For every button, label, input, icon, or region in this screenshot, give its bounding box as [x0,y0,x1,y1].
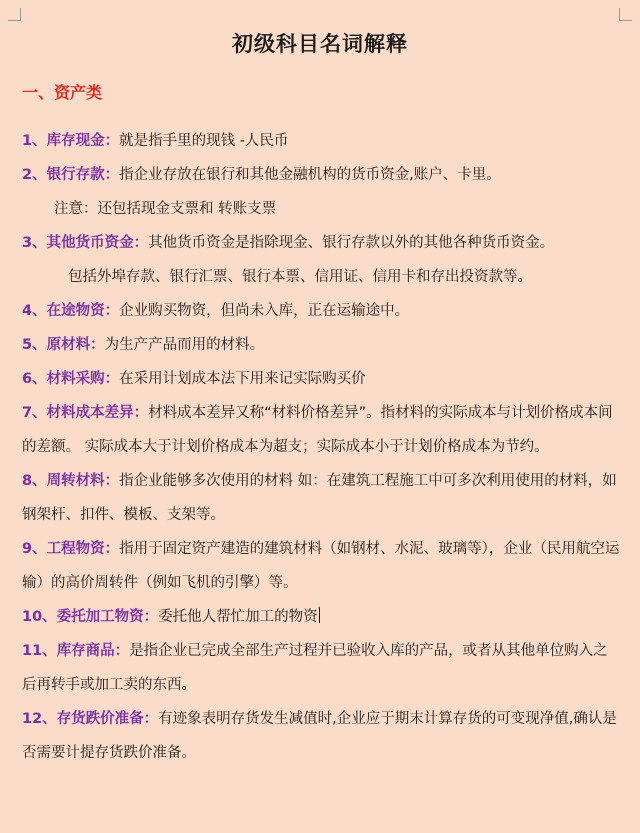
entry-definition: 指用于固定资产建造的建筑材料（如钢材、水泥、玻璃等），企业（民用航空运输）的高价周转件（例如飞机的引擎）等。 [22,541,620,591]
entry-4 [22,294,622,328]
entry-definition: 企业购买物资，但尚未入库，正在运输途中。 [119,303,410,319]
section-heading: 一、资产类 [22,83,103,102]
entry-11 [22,634,622,702]
entry-definition: 为生产产品而用的材料。 [104,337,265,353]
entry-term: 材料成本差异： [46,405,149,421]
entry-number: 3、 [22,235,47,251]
entry-term: 委托加工物资： [56,609,159,625]
entry-term: 库存商品： [56,643,130,659]
entry-term: 在途物资： [46,303,120,319]
entry-number: 9、 [22,541,47,557]
entry-2-note: 注意：还包括现金支票和 转账支票 [54,201,277,217]
entry-3 [22,226,622,260]
entry-list [22,124,622,770]
entry-definition: 在采用计划成本法下用来记实际购买价 [119,371,366,387]
entry-6 [22,362,622,396]
entry-definition: 材料成本差异又称“材料价格差异”。指材料的实际成本与计划价格成本间的差额。 实际成本大于计划价格成本为超支；实际成本小于计划价格成本为节约。 [22,405,613,455]
entry-term: 原材料： [46,337,105,353]
entry-9 [22,532,622,600]
entry-definition: 其他货币资金是指除现金、银行存款以外的其他各种货币资金。 [148,235,555,251]
entry-number: 4、 [22,303,47,319]
entry-number: 7、 [22,405,47,421]
entry-number: 5、 [22,337,47,353]
entry-term: 存货跌价准备： [56,711,159,727]
entry-5 [22,328,622,362]
entry-number: 6、 [22,371,47,387]
page-corner-mark [619,8,632,21]
entry-definition: 是指企业已完成全部生产过程并已验收入库的产品，或者从其他单位购入之后再转手或加工卖的东西。 [22,643,608,693]
entry-10 [22,600,622,634]
entry-number: 8、 [22,473,47,489]
page-corner-mark [8,8,21,21]
document-title: 初级科目名词解释 [232,32,408,56]
entry-number: 12、 [22,711,57,727]
entry-term: 周转材料： [46,473,120,489]
text-cursor [319,607,320,623]
entry-term: 库存现金： [46,133,120,149]
entry-definition: 指企业存放在银行和其他金融机构的货币资金,账户、卡里。 [119,167,501,183]
entry-number: 1、 [22,133,47,149]
entry-definition: 有迹象表明存货发生减值时,企业应于期末计算存货的可变现净值,确认是否需要计提存货跌价准备。 [22,711,617,761]
entry-term: 工程物资： [46,541,120,557]
entry-definition: 就是指手里的现钱 -人民币 [119,133,289,149]
entry-definition: 指企业能够多次使用的材料 如：在建筑工程施工中可多次利用使用的材料，如钢架杆、扣件、模板、支架等。 [22,473,617,523]
entry-term: 材料采购： [46,371,120,387]
entry-definition: 委托他人帮忙加工的物资 [158,609,318,625]
entry-8 [22,464,622,532]
entry-3-note: 包括外埠存款、银行汇票、银行本票、信用证、信用卡和存出投资款等。 [68,269,532,285]
entry-12 [22,702,622,770]
entry-number: 11、 [22,643,57,659]
entry-2 [22,158,622,192]
entry-7 [22,396,622,464]
entry-term: 其他货币资金： [46,235,149,251]
entry-number: 10、 [22,609,57,625]
entry-1 [22,124,622,158]
entry-number: 2、 [22,167,47,183]
entry-term: 银行存款： [46,167,120,183]
